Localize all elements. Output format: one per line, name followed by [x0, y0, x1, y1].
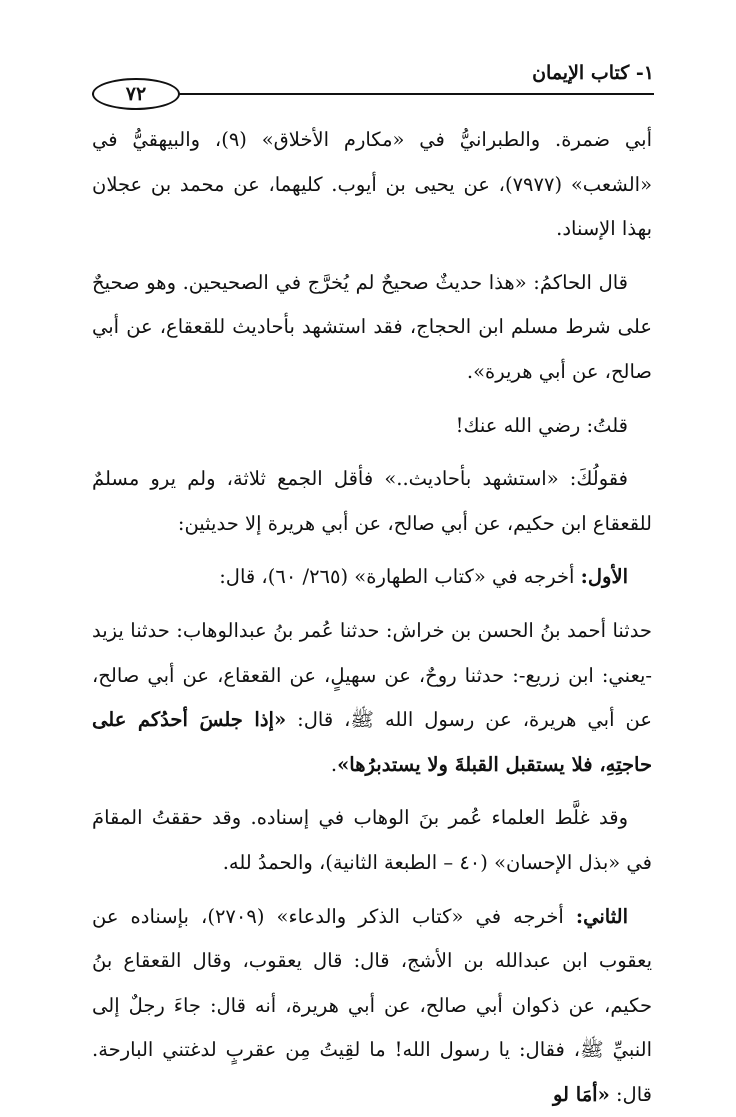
paragraph-1: أبي ضمرة. والطبرانيُّ في «مكارم الأخلاق» (٩)، والبيهقيُّ في «الشعب» (٧٩٧٧)، عن يحيى بن أيوب. كليهما، عن محمد بن عجلان بهذا الإسناد. — [92, 118, 652, 252]
second-text: أخرجه في «كتاب الذكر والدعاء» (٢٧٠٩)، بإسناده عن يعقوب ابن عبدالله بن الأشج، قال: قال يعقوب، وقال القعقاع بنُ حكيم، عن ذكوان أبي صالح، عن أبي هريرة، أنه قال: جاءَ رجلٌ إلى النبيِّ ﷺ، فقال: يا رسول الله! ما لقِيتُ مِن عقربٍ لدغتني البارحة. قال: — [92, 905, 652, 1106]
paragraph-7: وقد غلَّط العلماء عُمر بنَ الوهاب في إسناده. وقد حققتُ المقامَ في «بذل الإحسان» (٤٠ – الطبعة الثانية)، والحمدُ لله. — [92, 796, 652, 885]
hadith-end: . — [331, 753, 337, 776]
chapter-title: ١- كتاب الإيمان — [532, 62, 654, 84]
first-text: أخرجه في «كتاب الطهارة» (٢٦٥/ ٦٠)، قال: — [219, 565, 574, 588]
paragraph-8 — [92, 895, 652, 1117]
chain-text: حدثنا أحمد بنُ الحسن بن خراش: حدثنا عُمر بنُ عبدالوهاب: حدثنا يزيد -يعني: ابن زريع-: حدثنا روحٌ، عن سهيلٍ، عن القعقاع، عن أبي صالح، عن أبي هريرة، عن رسول الله ﷺ، قال: — [92, 619, 652, 731]
paragraph-5 — [92, 555, 652, 600]
first-label: الأول: — [581, 565, 628, 588]
paragraph-4: فقولُكَ: «استشهد بأحاديث..» فأقل الجمع ثلاثة، ولم يرو مسلمٌ للقعقاع ابن حكيم، عن أبي صالح، عن أبي هريرة إلا حديثين: — [92, 457, 652, 546]
hadith-text: «إذا جلسَ أحدُكم على حاجتِهِ، فلا يستقبل القبلةَ ولا يستدبرُها» — [92, 708, 652, 776]
second-hadith: «أمَا لو — [553, 1083, 610, 1106]
page-header — [92, 62, 654, 102]
second-label: الثاني: — [576, 905, 628, 928]
paragraph-6 — [92, 609, 652, 787]
page-number: ٧٢ — [92, 78, 180, 110]
page-body — [92, 118, 652, 1117]
paragraph-3: قلتُ: رضي الله عنك! — [92, 404, 652, 449]
paragraph-2: قال الحاكمُ: «هذا حديثٌ صحيحٌ لم يُخرَّج في الصحيحين. وهو صحيحٌ على شرط مسلم ابن الحجاج، فقد استشهد بأحاديث للقعقاع، عن أبي صالح، عن أبي هريرة». — [92, 261, 652, 395]
